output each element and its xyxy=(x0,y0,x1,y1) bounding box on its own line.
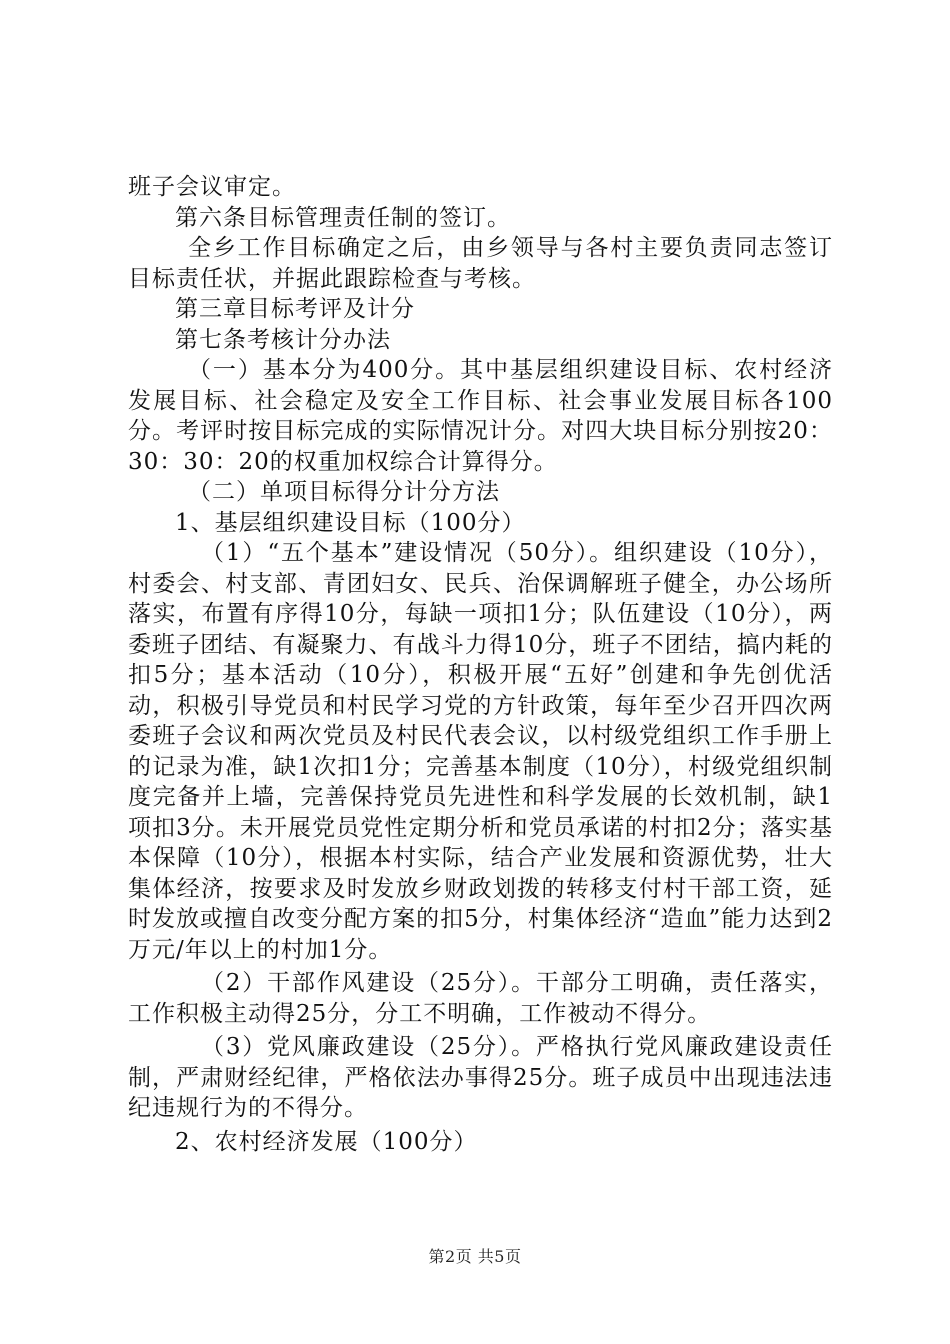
paragraph-cadre-style: （2）干部作风建设（25分）。干部分工明确，责任落实，工作积极主动得25分，分工不明确，工作被动不得分。 xyxy=(128,970,833,1027)
paragraph-five-basics: （1）“五个基本”建设情况（50分）。组织建设（10分），村委会、村支部、青团妇女、民兵、治保调解班子健全，办公场所落实，布置有序得10分，每缺一项扣1分；队伍建设（10分），两委班子团结、有凝聚力、有战斗力得10分，班子不团结，搞内耗的扣5分；基本活动（10分），积极开展“五好”创建和争先创优活动，积极引导党员和村民学习党的方针政策，每年至少召开四次两委班子会议和两次党员及村民代表会议，以村级党组织工作手册上的记录为准，缺1次扣1分；完善基本制度（10分），村级党组织制度完备并上墙，完善保持党员先进性和科学发展的长效机制，缺1项扣3分。未开展党员党性定期分析和党员承诺的村扣2分；落实基本保障（10分），根据本村实际，结合产业发展和资源优势，壮大集体经济，按要求及时发放乡财政划拨的转移支付村干部工资，延时发放或擅自改变分配方案的扣5分，村集体经济“造血”能力达到2万元/年以上的村加1分。 xyxy=(128,540,833,963)
item-one-heading: 1、基层组织建设目标（100分） xyxy=(175,509,526,536)
document-body xyxy=(128,172,833,1157)
paragraph-continuation: 班子会议审定。 xyxy=(128,174,296,200)
chapter-three-heading: 第三章目标考评及计分 xyxy=(175,296,415,322)
item-two-heading: 2、农村经济发展（100分） xyxy=(175,1128,478,1155)
article-six-heading: 第六条目标管理责任制的签订。 xyxy=(175,204,511,231)
paragraph-clean-governance: （3）党风廉政建设（25分）。严格执行党风廉政建设责任制，严肃财经纪律，严格依法办事得25分。班子成员中出现违法违纪违规行为的不得分。 xyxy=(128,1034,833,1121)
article-seven-heading: 第七条考核计分办法 xyxy=(175,326,391,353)
page-number-footer: 第2页 共5页 xyxy=(428,1247,522,1266)
paragraph-responsibility: 全乡工作目标确定之后，由乡领导与各村主要负责同志签订目标责任状，并据此跟踪检查与考核。 xyxy=(128,235,833,292)
section-two-heading: （二）单项目标得分计分方法 xyxy=(188,479,500,505)
paragraph-base-score: （一）基本分为400分。其中基层组织建设目标、农村经济发展目标、社会稳定及安全工作目标、社会事业发展目标各100分。考评时按目标完成的实际情况计分。对四大块目标分别按20：30：30：20的权重加权综合计算得分。 xyxy=(128,357,833,475)
